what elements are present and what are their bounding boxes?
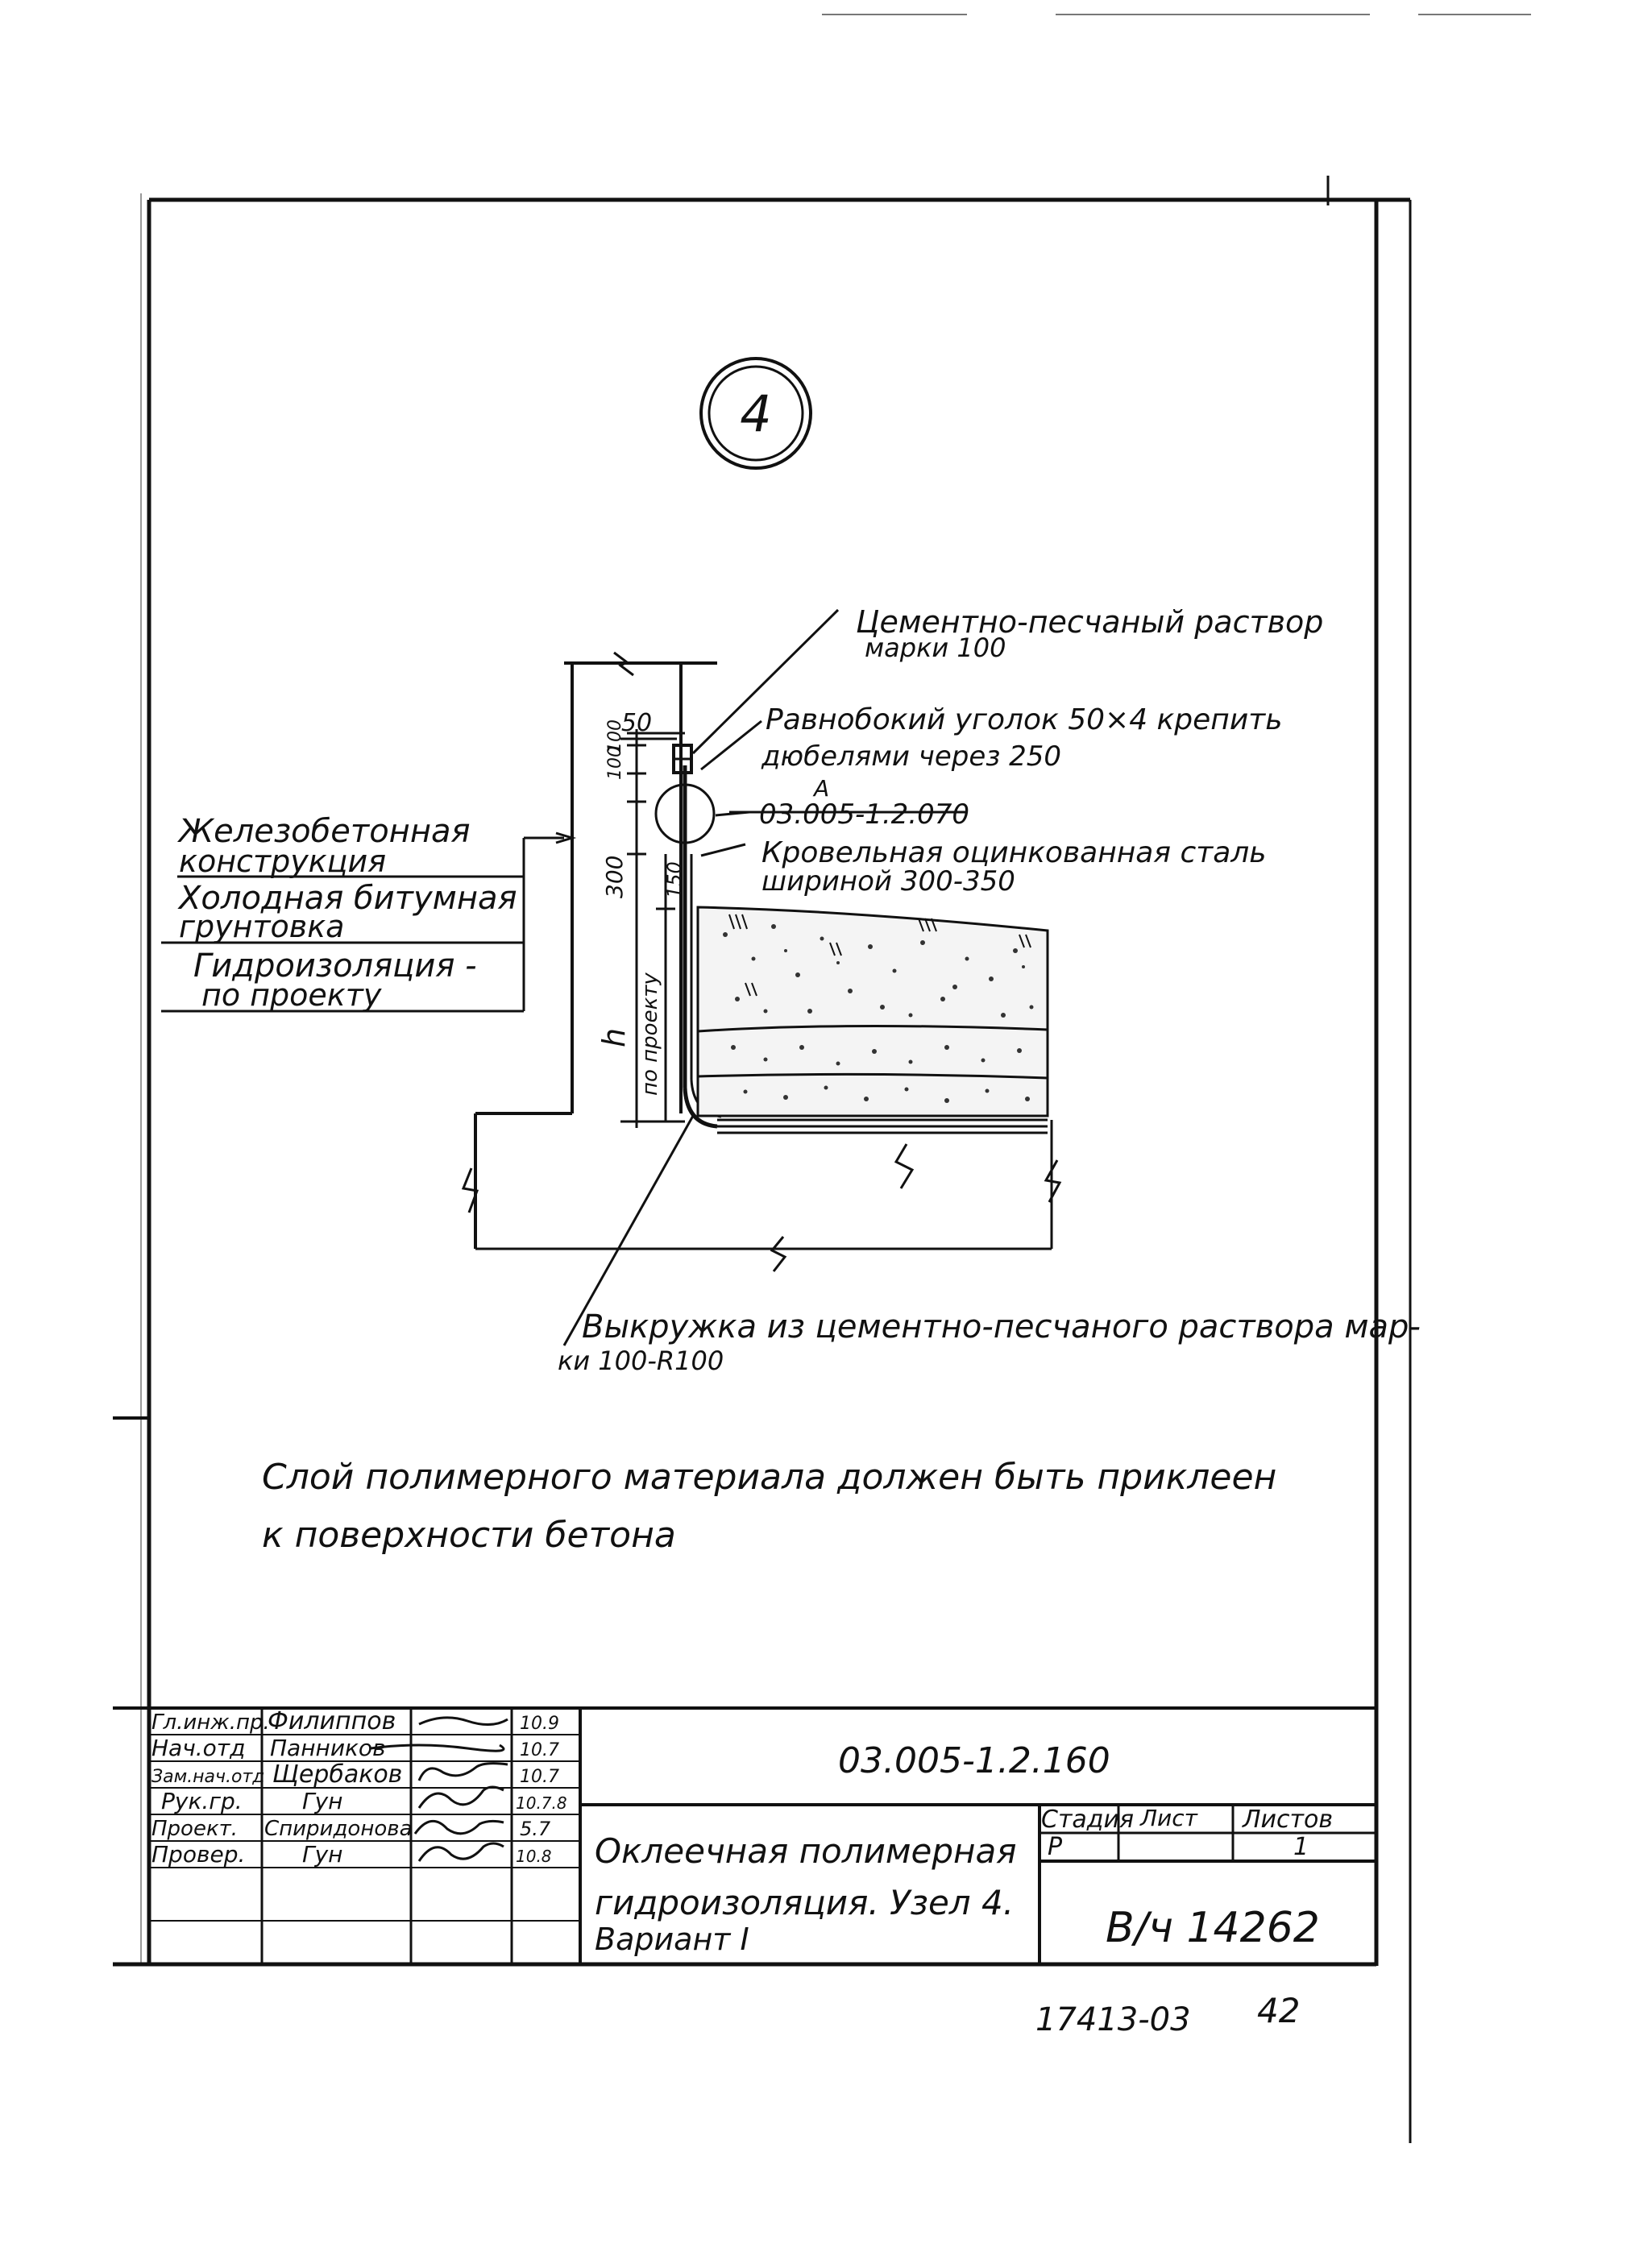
archive-number: 17413-03 [1035,2001,1191,2038]
signature [419,1718,508,1725]
signature [415,1821,504,1834]
note-line-1: Слой полимерного материала должен быть приклеен [262,1457,1277,1498]
signature [419,1787,504,1808]
signer-name: Гун [302,1788,343,1814]
dim-150: 150 [663,861,686,898]
layer-2-line-1: Холодная битумная [179,880,517,917]
callout-mortar-1: Цементно-песчаный раствор [856,604,1324,640]
dim-50: 50 [620,709,653,737]
callout-angle-2: дюбелями через 250 [761,740,1062,773]
signer-name: Щербаков [272,1760,403,1789]
signer-row [151,1841,552,1868]
callout-node-letter: А [814,775,830,802]
callout-steel-2: шириной 300-350 [761,865,1015,898]
note-line-2: к поверхности бетона [262,1515,676,1556]
callout-node-code: 03.005-1.2.070 [759,798,970,831]
signer-name: Панников [270,1735,386,1761]
signature [419,1843,504,1861]
doc-code: 03.005-1.2.160 [838,1740,1110,1781]
layer-3-line-1: Гидроизоляция - [193,947,477,985]
callout-steel-1: Кровельная оцинкованная сталь [761,836,1267,869]
signer-role: Проект. [151,1817,239,1841]
layer-3-line-2: по проекту [201,977,382,1013]
signer-row [151,1817,551,1841]
signer-name: Филиппов [268,1707,396,1735]
floor-layers [698,907,1048,1133]
signer-name: Спиридонова [264,1817,413,1841]
dim-by-project: по проекту [638,972,662,1096]
org-code: В/ч 14262 [1106,1904,1320,1952]
sheets-value: 1 [1293,1833,1309,1861]
layer-2-line-2: грунтовка [179,909,345,944]
sheets-label: Листов [1243,1806,1334,1834]
callout-fillet-1: Выкружка из цементно-песчаного раствора мар- [582,1308,1421,1345]
title-line-2: гидроизоляция. Узел 4. [595,1883,1015,1922]
layer-1-line-1: Железобетонная [179,813,471,850]
signer-row [161,1787,567,1814]
signer-role: Гл.инж.пр. [151,1710,270,1735]
stage-value: Р [1048,1833,1063,1861]
signer-role: Рук.гр. [161,1788,243,1814]
signer-date: 10.7.8 [516,1793,567,1813]
dim-100a: 100 [605,746,625,780]
layer-1-line-2: конструкция [179,844,387,879]
signature [419,1764,508,1781]
signer-row [151,1735,559,1761]
signer-date: 10.7 [520,1740,559,1760]
stage-label: Стадия [1041,1806,1135,1834]
signature [371,1745,504,1751]
signer-date: 10.9 [520,1714,559,1734]
signer-row [151,1707,559,1735]
title-line-3: Вариант I [595,1922,749,1957]
page-number: 42 [1257,1991,1301,2030]
title-line-1: Оклеечная полимерная [595,1831,1017,1871]
sheet-label: Лист [1140,1805,1197,1831]
dim-100b: 100 [605,719,625,753]
signer-role: Зам.нач.отд [151,1767,265,1787]
callout-angle-1: Равнобокий уголок 50×4 крепить [766,703,1283,736]
detail-number: 4 [740,384,772,443]
dim-h: h [596,1027,632,1047]
signer-role: Провер. [151,1841,246,1868]
signer-name: Гун [302,1841,343,1868]
callout-mortar-2: марки 100 [865,632,1006,663]
signer-date: 5.7 [520,1818,551,1840]
signer-row [151,1760,559,1789]
dim-300: 300 [601,855,628,898]
signer-date: 10.8 [516,1847,552,1866]
detail-marker [701,359,811,468]
signer-role: Нач.отд [151,1735,246,1761]
signer-date: 10.7 [520,1767,559,1787]
callout-fillet-2: ки 100-R100 [558,1345,724,1376]
